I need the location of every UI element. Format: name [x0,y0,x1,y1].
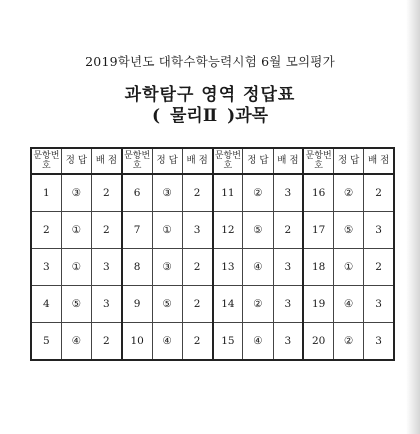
score-cell: 2 [182,286,212,323]
answer-cell: ② [334,323,364,361]
question-number: 8 [122,249,152,286]
answer-cell: ③ [152,174,182,212]
subject-open-paren: ( [151,106,160,126]
header-question-number: 문항번호 [31,148,61,174]
question-number: 5 [31,323,61,361]
question-number: 16 [303,174,333,212]
score-cell: 2 [92,323,122,361]
answer-cell: ① [334,249,364,286]
question-number: 10 [122,323,152,361]
score-cell: 2 [273,212,303,249]
answer-cell: ⑤ [152,286,182,323]
score-cell: 3 [182,212,212,249]
question-number: 14 [213,286,243,323]
question-number: 1 [31,174,61,212]
answer-cell: ④ [152,323,182,361]
answer-cell: ④ [61,323,91,361]
question-number: 15 [213,323,243,361]
header-answer: 정 답 [334,148,364,174]
table-row [31,212,394,249]
question-number: 9 [122,286,152,323]
page-edge-shadow [406,0,420,434]
score-cell: 3 [273,174,303,212]
answer-cell: ④ [243,249,273,286]
page-title: 과학탐구 영역 정답표 [124,85,296,105]
question-number: 11 [213,174,243,212]
header-score: 배 점 [273,148,303,174]
header-score: 배 점 [364,148,394,174]
table-row [31,323,394,361]
header-question-number: 문항번호 [213,148,243,174]
score-cell: 2 [182,174,212,212]
answer-cell: ② [243,174,273,212]
answer-cell: ④ [243,323,273,361]
question-number: 3 [31,249,61,286]
score-cell: 3 [273,286,303,323]
question-number: 19 [303,286,333,323]
answer-cell: ⑤ [334,212,364,249]
score-cell: 3 [92,286,122,323]
header-answer: 정 답 [243,148,273,174]
question-number: 18 [303,249,333,286]
score-cell: 3 [92,249,122,286]
subject-suffix: )과목 [227,106,269,126]
answer-cell: ① [61,212,91,249]
answer-cell: ③ [152,249,182,286]
table-row [31,249,394,286]
score-cell: 3 [364,286,394,323]
header-question-number: 문항번호 [122,148,152,174]
answer-table [30,147,395,361]
header-score: 배 점 [92,148,122,174]
answer-cell: ④ [334,286,364,323]
header-answer: 정 답 [152,148,182,174]
table-row [31,174,394,212]
score-cell: 2 [364,249,394,286]
subject-line [0,101,420,126]
score-cell: 2 [92,212,122,249]
question-number: 20 [303,323,333,361]
answer-cell: ② [243,286,273,323]
answer-cell: ① [152,212,182,249]
score-cell: 2 [92,174,122,212]
question-number: 7 [122,212,152,249]
question-number: 12 [213,212,243,249]
question-number: 13 [213,249,243,286]
table-row [31,286,394,323]
answer-cell: ③ [61,174,91,212]
question-number: 2 [31,212,61,249]
score-cell: 3 [273,323,303,361]
question-number: 17 [303,212,333,249]
header-score: 배 점 [182,148,212,174]
score-cell: 3 [364,323,394,361]
header-question-number: 문항번호 [303,148,333,174]
answer-cell: ② [334,174,364,212]
answer-table-header-row [31,148,394,174]
subject-name: 물리Ⅱ [169,106,218,126]
answer-cell: ⑤ [243,212,273,249]
answer-cell: ① [61,249,91,286]
header-answer: 정 답 [61,148,91,174]
score-cell: 2 [182,323,212,361]
score-cell: 2 [182,249,212,286]
answer-cell: ⑤ [61,286,91,323]
score-cell: 3 [364,212,394,249]
exam-header: 2019학년도 대학수학능력시험 6월 모의평가 [85,54,335,69]
question-number: 6 [122,174,152,212]
question-number: 4 [31,286,61,323]
score-cell: 3 [273,249,303,286]
score-cell: 2 [364,174,394,212]
